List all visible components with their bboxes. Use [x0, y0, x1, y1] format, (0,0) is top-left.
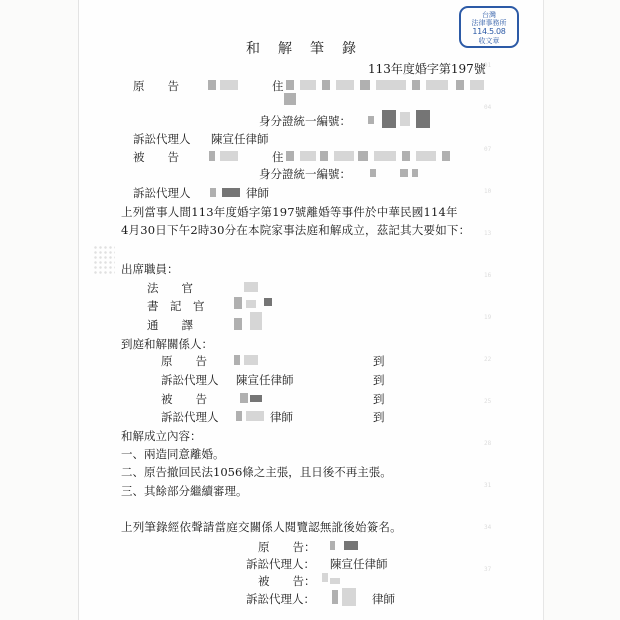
attendee-label: 原 告	[161, 354, 207, 368]
defendant-agent-suffix: 律師	[246, 186, 269, 200]
redaction-mark	[402, 151, 410, 161]
margin-line-number: 01	[484, 62, 492, 69]
redaction-mark	[320, 151, 328, 161]
redaction-mark	[400, 169, 408, 177]
redaction-mark	[342, 588, 356, 606]
redaction-mark	[416, 110, 430, 128]
plaintiff-agent-name: 陳宣任律師	[211, 132, 269, 146]
margin-line-number: 34	[484, 524, 492, 531]
signature-label: 被 告：	[258, 574, 316, 588]
attendee-status: 到	[373, 373, 385, 387]
redaction-mark	[370, 169, 376, 177]
redaction-mark	[382, 110, 396, 128]
redaction-mark	[374, 151, 396, 161]
redaction-mark	[456, 80, 464, 90]
redaction-mark	[416, 151, 436, 161]
margin-line-number: 28	[484, 440, 492, 447]
receipt-stamp	[459, 6, 519, 48]
redaction-mark	[246, 300, 256, 308]
redaction-mark	[322, 80, 330, 90]
redaction-mark	[236, 411, 242, 421]
redaction-mark	[368, 116, 374, 124]
redaction-mark	[234, 297, 242, 309]
redaction-mark	[234, 318, 242, 330]
redaction-mark	[360, 80, 370, 90]
document-title: 和 解 筆 錄	[246, 41, 358, 57]
redaction-mark	[286, 151, 294, 161]
stamp-line1: 台灣	[482, 11, 496, 19]
redaction-mark	[250, 312, 262, 330]
redaction-mark	[222, 188, 240, 197]
redaction-mark	[220, 80, 238, 90]
redaction-mark	[264, 298, 272, 306]
redaction-mark	[322, 573, 328, 582]
stamp-line2: 法律事務所	[471, 19, 507, 27]
redaction-mark	[250, 395, 262, 402]
margin-line-number: 04	[484, 104, 492, 111]
redaction-mark	[358, 151, 368, 161]
signature-label: 訴訟代理人：	[246, 557, 315, 571]
margin-line-number: 10	[484, 188, 492, 195]
redaction-mark	[330, 541, 335, 550]
redaction-mark	[220, 151, 238, 161]
redaction-mark	[210, 188, 216, 197]
attendee-label: 被 告	[161, 392, 207, 406]
redaction-mark	[470, 80, 484, 90]
clerk-label: 書 記 官	[147, 299, 205, 313]
redaction-mark	[442, 151, 450, 161]
terms-heading: 和解成立內容：	[121, 429, 202, 443]
attendee-status: 到	[373, 392, 385, 406]
redaction-mark	[208, 80, 216, 90]
redaction-mark	[336, 80, 354, 90]
attendee-status: 到	[373, 410, 385, 424]
defendant-label: 被 告	[133, 150, 179, 164]
redaction-mark	[246, 411, 264, 421]
redaction-mark	[332, 590, 338, 604]
signature-name: 陳宣任律師	[330, 557, 388, 571]
plaintiff-id-label: 身分證統一編號：	[259, 114, 351, 128]
margin-line-number: 22	[484, 356, 492, 363]
redaction-mark	[400, 112, 410, 126]
margin-line-number: 07	[484, 146, 492, 153]
redaction-mark	[426, 80, 448, 90]
redaction-mark	[209, 151, 215, 161]
defendant-agent-label: 訴訟代理人	[133, 186, 191, 200]
attendee-status: 到	[373, 354, 385, 368]
redaction-mark	[244, 282, 258, 292]
term-item: 三、其餘部分繼續審理。	[121, 484, 248, 498]
intro-line-1: 上列當事人間113年度婚字第197號離婚等事件於中華民國114年	[121, 205, 458, 219]
attendee-label: 訴訟代理人	[161, 410, 219, 424]
attendee-name: 律師	[270, 410, 293, 424]
redaction-mark	[244, 355, 258, 365]
margin-line-number: 31	[484, 482, 492, 489]
closing-statement: 上列筆錄經依聲請當庭交關係人閱覽認無訛後始簽名。	[121, 520, 402, 534]
plaintiff-agent-label: 訴訟代理人	[133, 132, 191, 146]
signature-name: 律師	[372, 592, 395, 606]
term-item: 一、兩造同意離婚。	[121, 447, 225, 461]
redaction-mark	[330, 578, 340, 584]
margin-line-number: 25	[484, 398, 492, 405]
defendant-id-label: 身分證統一編號：	[259, 167, 351, 181]
term-item: 二、原告撤回民法1056條之主張，且日後不再主張。	[121, 465, 392, 479]
redaction-mark	[344, 541, 358, 550]
redaction-mark	[300, 151, 316, 161]
attendee-label: 訴訟代理人	[161, 373, 219, 387]
plaintiff-address-label: 住	[272, 79, 284, 93]
margin-line-number: 13	[484, 230, 492, 237]
redaction-mark	[240, 393, 248, 403]
redaction-mark	[300, 80, 316, 90]
stamp-line3: 收文章	[478, 37, 500, 45]
redaction-mark	[284, 93, 296, 105]
redaction-mark	[334, 151, 354, 161]
staff-heading: 出席職員：	[121, 262, 179, 276]
margin-line-number: 37	[484, 566, 492, 573]
case-number: 113年度婚字第197號	[368, 62, 486, 76]
signature-label: 訴訟代理人：	[246, 592, 315, 606]
judge-label: 法 官	[147, 281, 193, 295]
margin-line-number: 16	[484, 272, 492, 279]
margin-line-number: 19	[484, 314, 492, 321]
redaction-mark	[234, 355, 240, 365]
redaction-mark	[286, 80, 294, 90]
redaction-mark	[412, 80, 420, 90]
interpreter-label: 通 譯	[147, 318, 193, 332]
signature-label: 原 告：	[258, 540, 316, 554]
attendees-heading: 到庭和解關係人：	[121, 337, 213, 351]
punch-hole-marks	[93, 245, 115, 275]
defendant-address-label: 住	[272, 150, 284, 164]
redaction-mark	[412, 169, 418, 177]
attendee-name: 陳宣任律師	[236, 373, 294, 387]
intro-line-2: 4月30日下午2時30分在本院家事法庭和解成立，茲記其大要如下：	[121, 223, 471, 237]
redaction-mark	[376, 80, 406, 90]
stamp-date: 114.5.08	[472, 27, 506, 36]
plaintiff-label: 原 告	[133, 79, 179, 93]
